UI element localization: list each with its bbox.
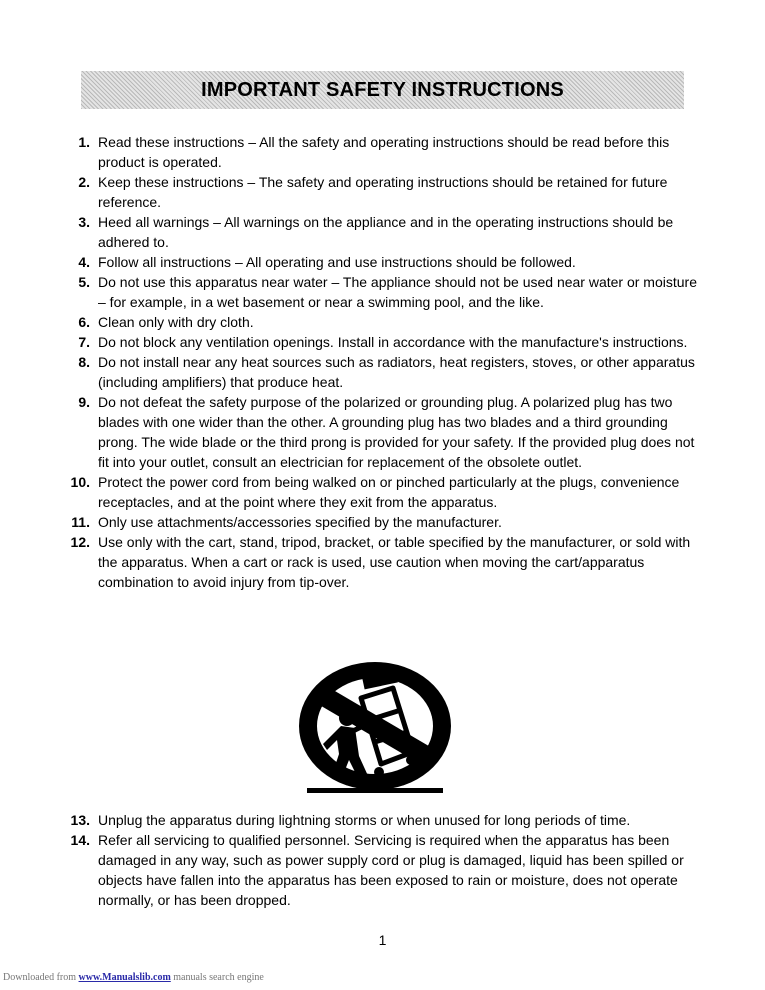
item-text: Do not use this apparatus near water – The appliance should not be used near water or moisture – for example, in a wet basement or near a swimming pool, and the like. [98, 274, 697, 310]
item-text: Protect the power cord from being walked on or pinched particularly at the plugs, convenience receptacles, and at the point where they exit from the apparatus. [98, 474, 680, 510]
download-footer [3, 972, 264, 983]
item-number: 10. [70, 474, 90, 490]
item-text: Read these instructions – All the safety and operating instructions should be read before this product is operated. [98, 134, 670, 170]
item-number: 6. [78, 314, 90, 330]
footer-suffix: manuals search engine [173, 972, 264, 983]
item-number: 4. [78, 254, 90, 270]
list-item [60, 212, 700, 252]
page-number: 1 [378, 932, 387, 948]
list-item [60, 272, 700, 312]
item-text: Keep these instructions – The safety and operating instructions should be retained for future reference. [98, 174, 668, 210]
list-item [60, 252, 700, 272]
instruction-list-continued [60, 810, 700, 910]
list-item [60, 332, 700, 352]
item-number: 7. [78, 334, 90, 350]
title-banner [81, 71, 684, 109]
item-number: 11. [71, 514, 90, 530]
item-number: 5. [78, 274, 90, 290]
page-title: IMPORTANT SAFETY INSTRUCTIONS [201, 78, 564, 101]
footer-link[interactable]: www.Manualslib.com [78, 972, 171, 983]
item-number: 1. [78, 134, 90, 150]
instruction-list [60, 132, 700, 592]
item-text: Clean only with dry cloth. [98, 314, 254, 330]
item-number: 9. [78, 394, 90, 410]
list-item [60, 172, 700, 212]
item-text: Heed all warnings – All warnings on the appliance and in the operating instructions should be adhered to. [98, 214, 674, 250]
item-text: Do not defeat the safety purpose of the polarized or grounding plug. A polarized plug has two blades with one wider than the other. A grounding plug has two blades and a third grounding prong. The wide blade or the third prong is provided for your safety. If the provided plug does not fit into your outlet, consult an electrician for replacement of the obsolete outlet. [98, 394, 695, 470]
item-text: Refer all servicing to qualified personnel. Servicing is required when the apparatus has been damaged in any way, such as power supply cord or plug is damaged, liquid has been spilled or objects have fallen into the apparatus has been exposed to rain or moisture, does not operate normally, or has been dropped. [98, 832, 684, 908]
item-text: Do not install near any heat sources such as radiators, heat registers, stoves, or other apparatus (including amplifiers) that produce heat. [98, 354, 695, 390]
list-item [60, 312, 700, 332]
list-item [60, 132, 700, 172]
cart-tip-over-warning-icon [293, 660, 457, 800]
item-number: 12. [70, 534, 90, 550]
footer-prefix: Downloaded from [3, 972, 77, 983]
item-text: Use only with the cart, stand, tripod, bracket, or table specified by the manufacturer, or sold with the apparatus. When a cart or rack is used, use caution when moving the cart/apparatus combination to avoid injury from tip-over. [98, 534, 691, 590]
item-number: 13. [70, 812, 90, 828]
list-item [60, 472, 700, 512]
list-item [60, 512, 700, 532]
list-item [60, 352, 700, 392]
item-number: 14. [70, 832, 90, 848]
item-number: 8. [78, 354, 90, 370]
item-text: Follow all instructions – All operating and use instructions should be followed. [98, 254, 576, 270]
item-text: Unplug the apparatus during lightning storms or when unused for long periods of time. [98, 812, 631, 828]
item-number: 2. [78, 174, 90, 190]
item-text: Do not block any ventilation openings. Install in accordance with the manufacture's instructions. [98, 334, 688, 350]
item-text: Only use attachments/accessories specified by the manufacturer. [98, 514, 502, 530]
list-item [60, 532, 700, 592]
item-number: 3. [78, 214, 90, 230]
list-item [60, 830, 700, 910]
list-item [60, 392, 700, 472]
list-item [60, 810, 700, 830]
